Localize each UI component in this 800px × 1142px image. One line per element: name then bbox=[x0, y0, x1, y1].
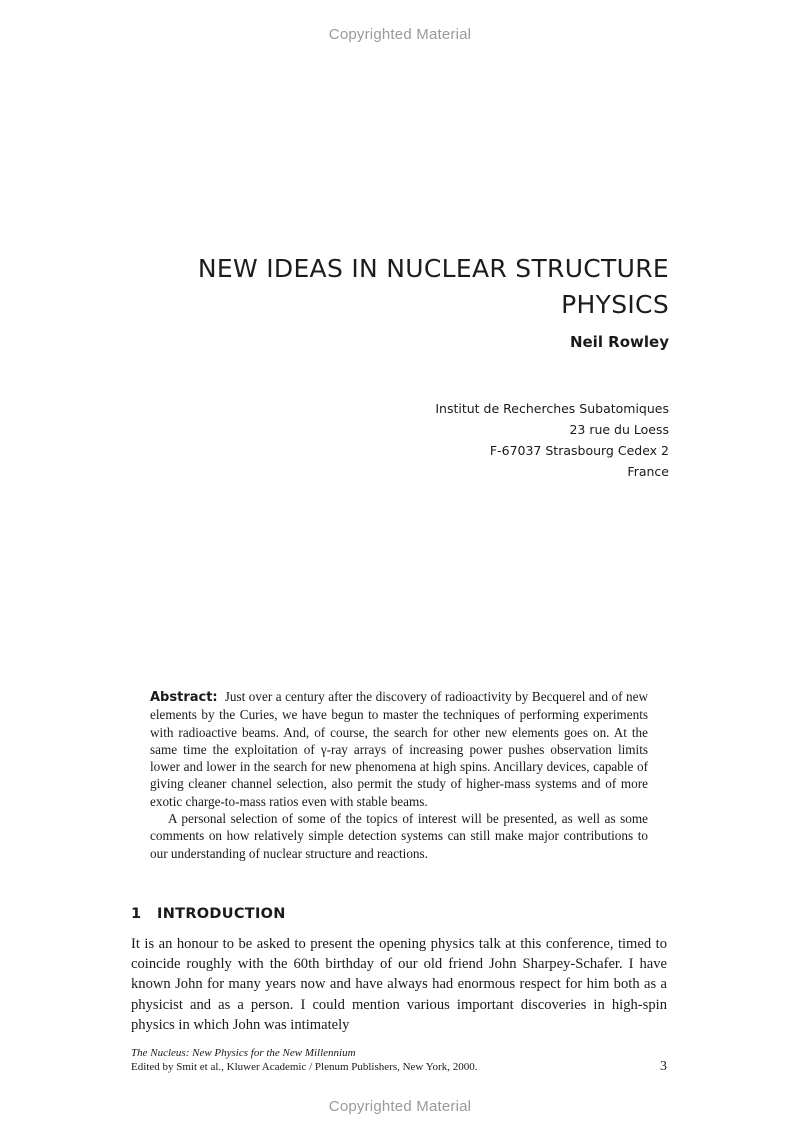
footer-publisher: Edited by Smit et al., Kluwer Academic / Plenum Publishers, New York, 2000. bbox=[131, 1061, 478, 1073]
section-heading bbox=[131, 906, 286, 922]
author-name: Neil Rowley bbox=[569, 333, 669, 351]
abstract-paragraph-1-text: Just over a century after the discovery of radioactivity by Becquerel and of new elements by the Curies, we have begun to master the techniques of performing experiments with radioactive beams. And, of course, the search for other new elements goes on. At the same time the exploitation of γ-ray arrays of increasing power pushes observation limits lower and lower in the search for new phenomena at high spins. Ancillary devices, capable of giving cleaner channel selection, also permit the study of higher-mass systems and of more exotic charge-to-mass ratios even with stable beams. bbox=[150, 689, 649, 809]
introduction-body: It is an honour to be asked to present the opening physics talk at this conference, timed to coincide roughly with the 60th birthday of our old friend John Sharpey-Schafer. I have known John for many years now and have always had enormous respect for him both as a physicist and as a person. I could mention various important discoveries in high-spin physics in which John was intimately bbox=[131, 936, 667, 1033]
affiliation-street: 23 rue du Loess bbox=[569, 422, 669, 437]
section-title: INTRODUCTION bbox=[157, 906, 286, 922]
copyright-watermark-bottom: Copyrighted Material bbox=[328, 1098, 472, 1115]
paper-title-line-1: NEW IDEAS IN NUCLEAR STRUCTURE bbox=[197, 254, 669, 283]
abstract-label: Abstract: bbox=[150, 690, 218, 705]
section-number: 1 bbox=[131, 906, 142, 922]
page-number: 3 bbox=[660, 1059, 667, 1074]
affiliation-institution: Institut de Recherches Subatomiques bbox=[435, 401, 669, 416]
author-affiliation bbox=[435, 398, 669, 482]
abstract-paragraph-2: A personal selection of some of the topics of interest will be presented, as well as some comments on how relatively simple detection systems can still make major contributions to our understanding of nuclear structure and reactions. bbox=[150, 811, 648, 861]
abstract bbox=[150, 688, 648, 862]
footer-journal-title: The Nucleus: New Physics for the New Millennium bbox=[131, 1047, 356, 1059]
abstract-paragraph-1 bbox=[150, 688, 648, 810]
copyright-watermark-top: Copyrighted Material bbox=[328, 26, 472, 43]
affiliation-city: F-67037 Strasbourg Cedex 2 bbox=[489, 443, 669, 458]
affiliation-country: France bbox=[627, 464, 669, 479]
page-footer bbox=[131, 1046, 667, 1074]
paper-title-line-2: PHYSICS bbox=[561, 290, 669, 319]
